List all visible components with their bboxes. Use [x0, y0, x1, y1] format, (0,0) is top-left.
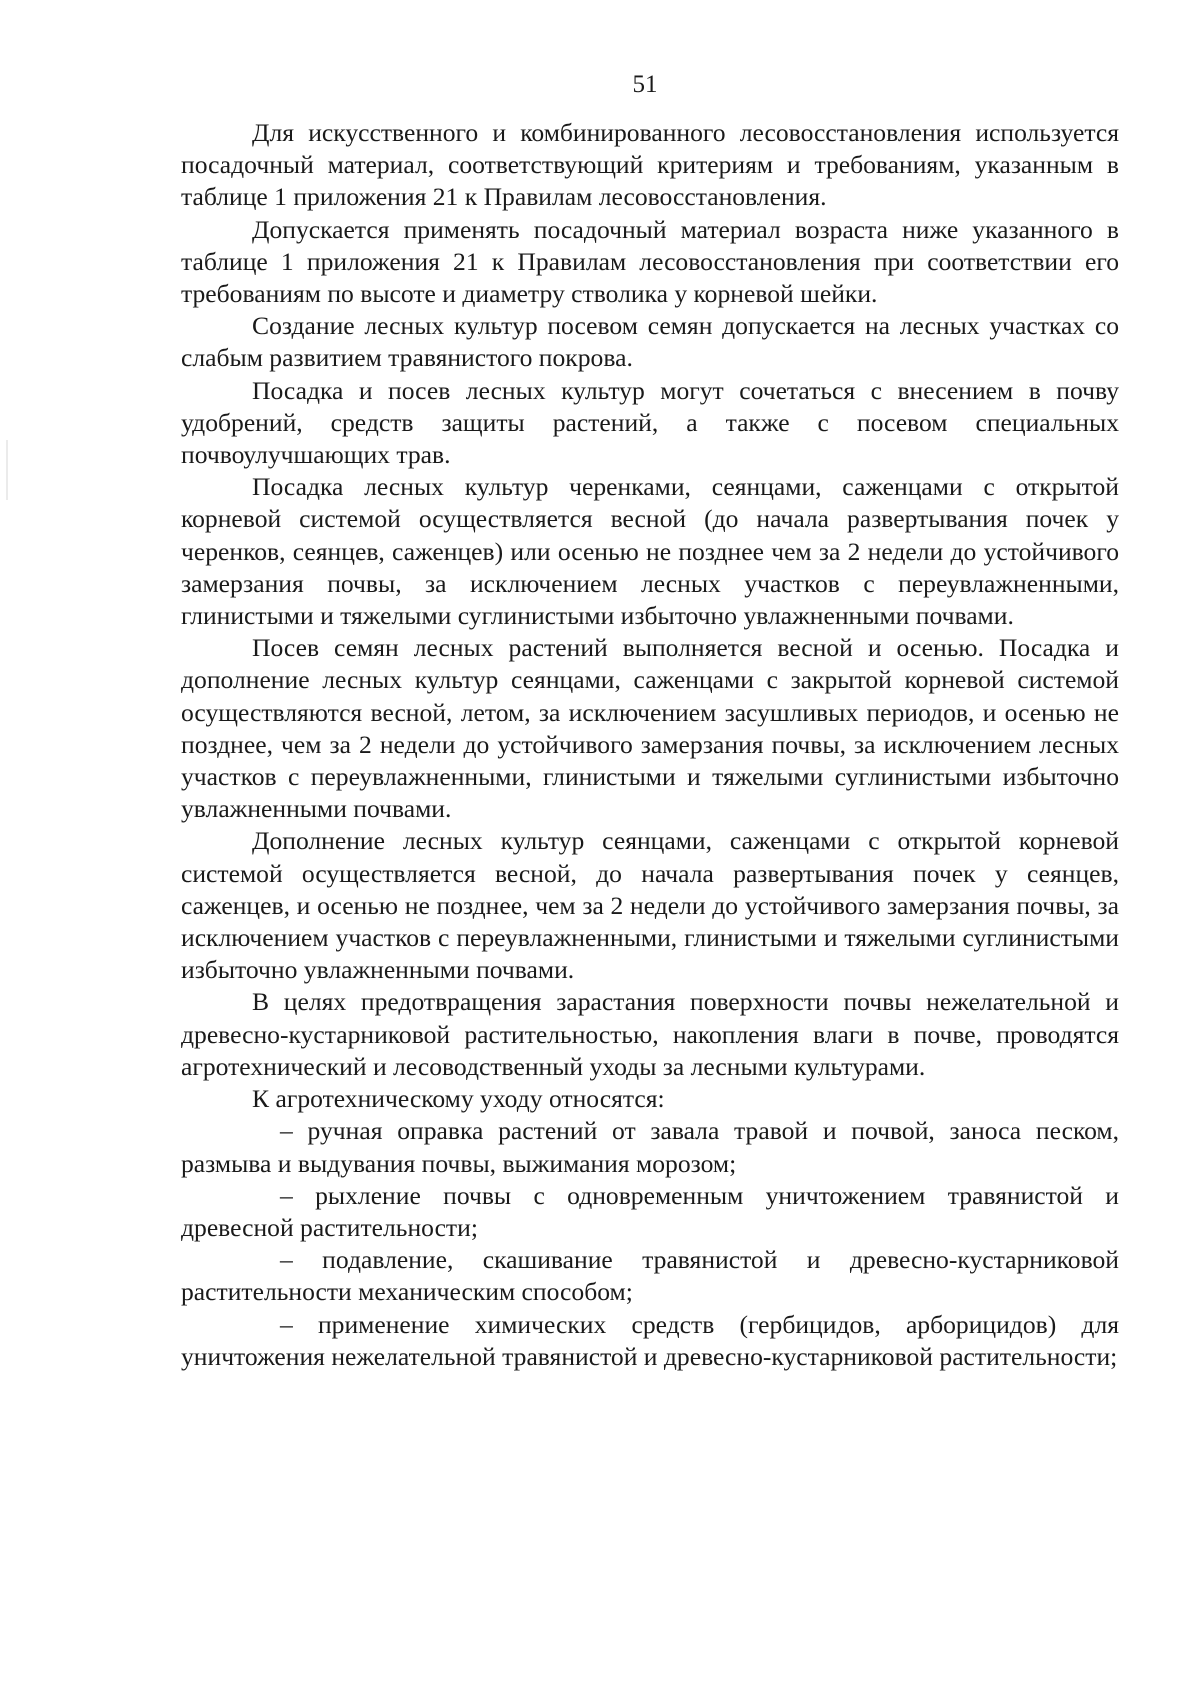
- list-item-soil-loosening: – рыхление почвы с одновременным уничтожением травянистой и древесной растительности;: [181, 1180, 1119, 1242]
- scan-artifact: [6, 440, 8, 500]
- paragraph-seed-sowing: Создание лесных культур посевом семян допускается на лесных участках со слабым развитием травянистого покрова.: [181, 311, 1119, 373]
- list-item-manual-straightening: – ручная оправка растений от завала травой и почвой, заноса песком, размыва и выдувания почвы, выжимания морозом;: [181, 1116, 1119, 1178]
- paragraph-closed-root-planting: Посев семян лесных растений выполняется весной и осенью. Посадка и дополнение лесных культур сеянцами, саженцами с закрытой корневой системой осуществляются весной, летом, за исключением засушливых периодов, и осенью не позднее, чем за 2 недели до устойчивого замерзания почвы, за исключением лесных участков с переувлажненными, глинистыми и тяжелыми суглинистыми избыточно увлажненными почвами.: [181, 633, 1119, 824]
- page-number: 51: [632, 71, 658, 98]
- paragraph-open-root-planting: Посадка лесных культур черенками, сеянцами, саженцами с открытой корневой системой осуществляется весной (до начала развертывания почек у черенков, сеянцев, саженцев) или осенью не позднее чем за 2 недели до устойчивого замерзания почвы, за исключением лесных участков с переувлажненными, глинистыми и тяжелыми суглинистыми избыточно увлажненными почвами.: [181, 472, 1119, 631]
- document-body: [181, 117, 1119, 1373]
- paragraph-agrotechnical-intro: К агротехническому уходу относятся:: [252, 1084, 665, 1114]
- list-item-mechanical-mowing: – подавление, скашивание травянистой и древесно-кустарниковой растительности механическим способом;: [181, 1245, 1119, 1307]
- paragraph-age-exception: Допускается применять посадочный материал возраста ниже указанного в таблице 1 приложения 21 к Правилам лесовосстановления при соответствии его требованиям по высоте и диаметру стволика у корневой шейки.: [181, 214, 1119, 309]
- list-item-chemical-treatment: – применение химических средств (гербицидов, арборицидов) для уничтожения нежелательной травянистой и древесно-кустарниковой растительности;: [181, 1309, 1119, 1371]
- paragraph-care-purpose: В целях предотвращения зарастания поверхности почвы нежелательной и древесно-кустарниковой растительностью, накопления влаги в почве, проводятся агротехнический и лесоводственный уходы за лесными культурами.: [181, 987, 1119, 1081]
- paragraph-planting-material: Для искусственного и комбинированного лесовосстановления используется посадочный материал, соответствующий критериям и требованиям, указанным в таблице 1 приложения 21 к Правилам лесовосстановления.: [181, 118, 1119, 212]
- paragraph-supplementation: Дополнение лесных культур сеянцами, саженцами с открытой корневой системой осуществляется весной, до начала развертывания почек у сеянцев, саженцев, и осенью не позднее, чем за 2 недели до устойчивого замерзания почвы, за исключением участков с переувлажненными, глинистыми и тяжелыми суглинистыми избыточно увлажненными почвами.: [181, 826, 1119, 985]
- paragraph-fertilizers: Посадка и посев лесных культур могут сочетаться с внесением в почву удобрений, средств защиты растений, а также с посевом специальных почвоулучшающих трав.: [181, 375, 1119, 470]
